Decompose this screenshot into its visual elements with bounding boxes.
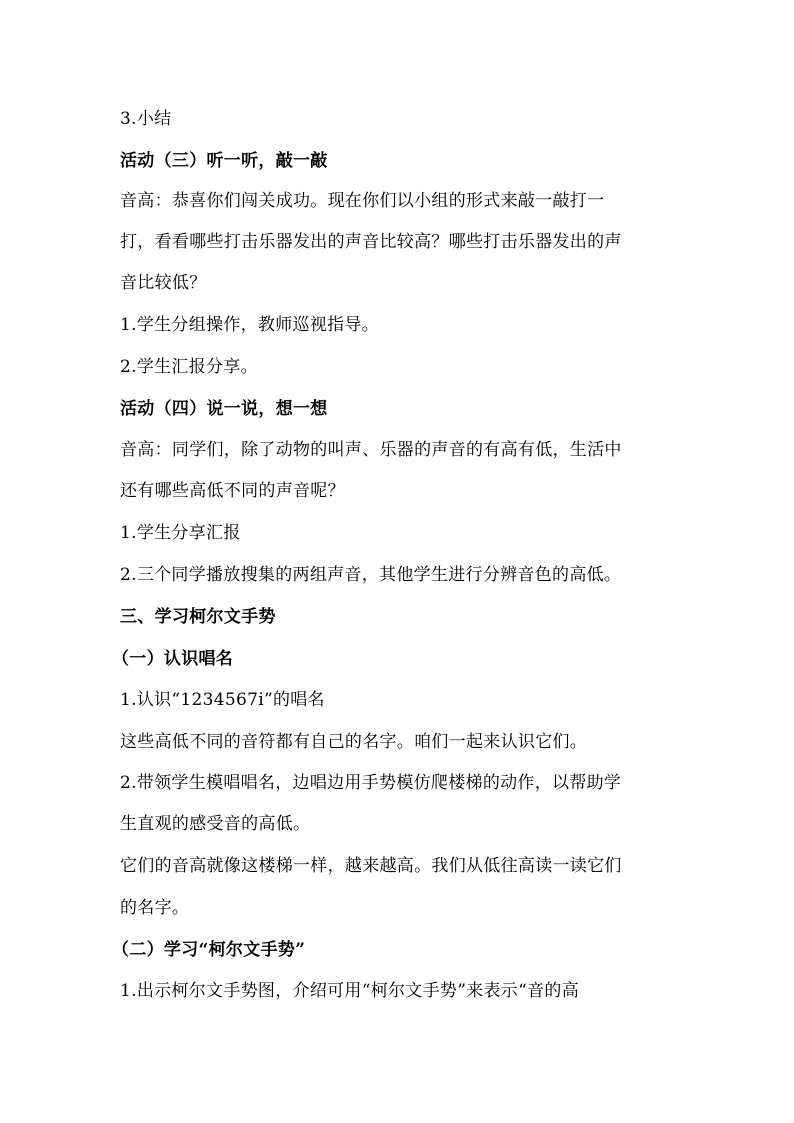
activity-4-heading: 活动（四）说一说，想一想 (120, 399, 328, 419)
paragraph-line: 音高：同学们，除了动物的叫声、乐器的声音的有高有低，生活中 (120, 440, 622, 460)
paragraph-line: 还有哪些高低不同的声音呢？ (120, 481, 345, 501)
list-item: 1.认识“1234567i̇”的唱名 (120, 690, 325, 710)
paragraph-line: 生直观的感受音的高低。 (120, 814, 311, 834)
paragraph-line: 这些高低不同的音符都有自己的名字。咱们一起来认识它们。 (120, 732, 588, 752)
list-item: 2.三个同学播放搜集的两组声音，其他学生进行分辨音色的高低。 (120, 565, 622, 585)
paragraph-line: 它们的音高就像这楼梯一样，越来越高。我们从低往高读一读它们 (120, 856, 622, 876)
subsection-summary: 3.小结 (120, 109, 172, 129)
subsection-2-heading: （二）学习“柯尔文手势” (112, 940, 306, 960)
paragraph-line: 的名字。 (120, 898, 190, 918)
subsection-1-heading: （一）认识唱名 (112, 649, 234, 669)
paragraph-line: 音比较低？ (120, 273, 207, 293)
activity-3-heading: 活动（三）听一听，敲一敲 (120, 151, 328, 171)
paragraph-line: 打，看看哪些打击乐器发出的声音比较高？哪些打击乐器发出的声 (120, 232, 622, 252)
list-item: 2.学生汇报分享。 (120, 357, 258, 377)
list-item: 1.学生分组操作，教师巡视指导。 (120, 315, 380, 335)
section-3-heading: 三、学习柯尔文手势 (120, 607, 276, 627)
list-item: 1.出示柯尔文手势图，介绍可用“柯尔文手势”来表示“音的高 (120, 981, 579, 1001)
list-item: 1.学生分享汇报 (120, 523, 241, 543)
list-item: 2.带领学生模唱唱名，边唱边用手势模仿爬楼梯的动作，以帮助学 (120, 773, 622, 793)
paragraph-line: 音高：恭喜你们闯关成功。现在你们以小组的形式来敲一敲打一 (120, 191, 605, 211)
